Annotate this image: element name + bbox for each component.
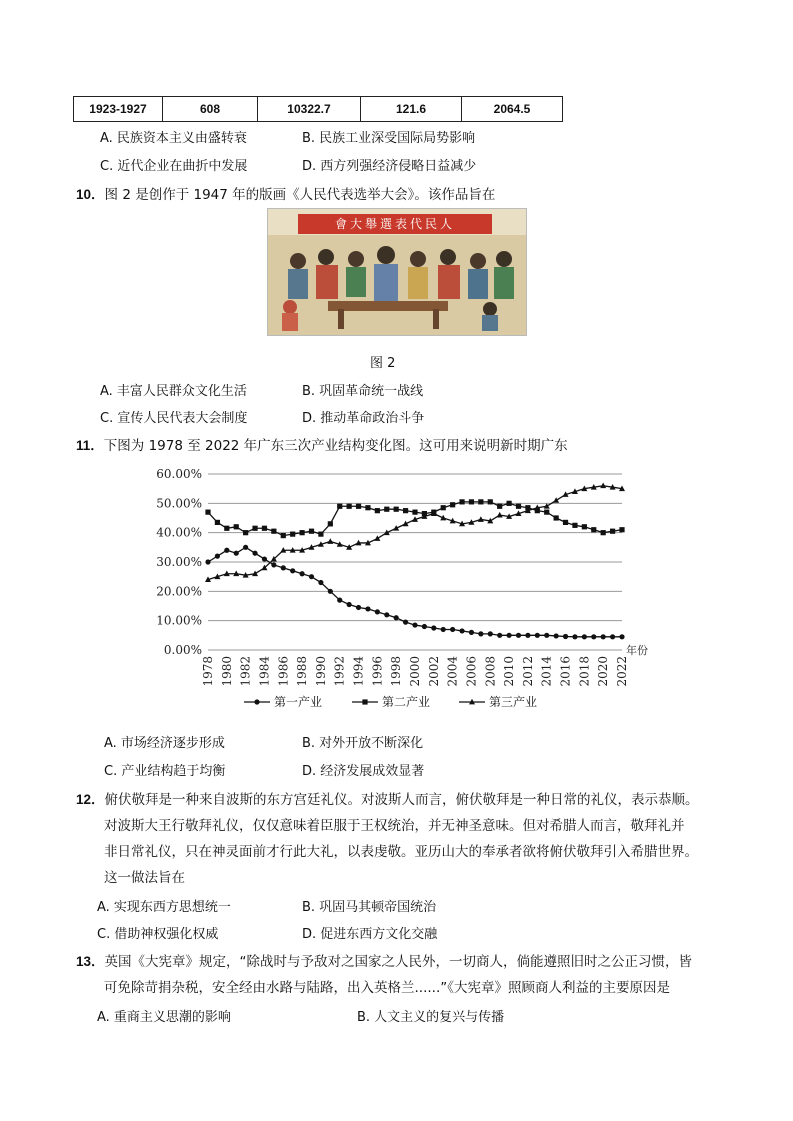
data-point xyxy=(450,502,455,507)
y-tick-label: 60.00% xyxy=(156,467,202,481)
data-point xyxy=(412,510,417,515)
question-12 xyxy=(76,788,699,808)
x-tick-label: 2008 xyxy=(483,656,498,687)
option-d: D. 西方列强经济侵略日益减少 xyxy=(302,159,477,174)
data-point xyxy=(205,510,210,515)
x-tick-label: 2006 xyxy=(464,656,479,687)
x-tick-label: 2016 xyxy=(558,656,573,687)
question-number: 13． xyxy=(76,954,105,969)
x-tick-label: 1978 xyxy=(201,656,215,687)
x-tick-label: 1982 xyxy=(238,656,253,687)
y-tick-label: 30.00% xyxy=(156,555,202,569)
legend-label: 第三产业 xyxy=(489,695,538,709)
option-b: B. 人文主义的复兴与传播 xyxy=(357,1010,505,1025)
data-point xyxy=(299,530,304,535)
data-point xyxy=(601,530,606,535)
y-tick-label: 10.00% xyxy=(156,613,202,628)
data-point xyxy=(337,598,342,603)
data-point xyxy=(553,497,559,503)
data-point xyxy=(582,634,587,639)
data-point xyxy=(431,625,436,630)
data-point xyxy=(478,516,484,522)
question-11 xyxy=(76,434,568,454)
data-point xyxy=(441,505,446,510)
data-point xyxy=(327,538,333,544)
y-tick-label: 20.00% xyxy=(156,584,202,599)
y-tick-label: 40.00% xyxy=(156,525,202,540)
x-tick-label: 2022 xyxy=(615,656,629,687)
data-point xyxy=(384,612,389,617)
question-10 xyxy=(76,183,495,203)
y-axis-ticks xyxy=(156,467,202,657)
question-number: 10． xyxy=(76,187,105,202)
x-tick-label: 1990 xyxy=(313,656,328,687)
table-cell: 1923-1927 xyxy=(74,97,163,122)
question-stem: 图 2 是创作于 1947 年的版画《人民代表选举大会》。该作品旨在 xyxy=(104,187,496,203)
x-tick-label: 2012 xyxy=(520,656,535,687)
option-c: C. 借助神权强化权威 xyxy=(97,927,219,942)
legend-marker xyxy=(362,699,367,704)
x-tick-label: 2018 xyxy=(577,656,592,687)
table-cell: 608 xyxy=(163,97,258,122)
industry-structure-line-chart xyxy=(140,462,660,720)
legend-label: 第一产业 xyxy=(274,695,323,709)
woodcut-print-image xyxy=(267,208,527,336)
data-point xyxy=(243,545,248,550)
data-point xyxy=(328,589,333,594)
data-point xyxy=(309,529,314,534)
x-tick-label: 1994 xyxy=(351,656,366,687)
data-point xyxy=(290,532,295,537)
option-a: A. 民族资本主义由盛转衰 xyxy=(100,131,247,146)
data-point xyxy=(234,524,239,529)
question-line: 对波斯大王行敬拜礼仪，仅仅意味着臣服于王权统治，并无神圣意味。但对希腊人而言，敬拜礼并 xyxy=(104,818,685,834)
legend-item xyxy=(244,694,322,709)
data-point xyxy=(544,633,549,638)
data-point xyxy=(563,634,568,639)
data-point xyxy=(563,520,568,525)
question-line: 可免除苛捐杂税，安全经由水路与陆路，出入英格兰......”《大宪章》照顾商人利益的主要原因是 xyxy=(104,980,670,996)
table-cell: 2064.5 xyxy=(462,97,563,122)
y-tick-label: 0.00% xyxy=(163,643,202,657)
data-point xyxy=(497,504,502,509)
data-point xyxy=(497,512,503,518)
data-point xyxy=(281,565,286,570)
series-circle xyxy=(205,545,624,640)
data-point xyxy=(403,508,408,513)
data-point xyxy=(516,504,521,509)
data-point xyxy=(347,602,352,607)
data-point xyxy=(525,633,530,638)
legend-item xyxy=(459,694,537,709)
x-tick-label: 1980 xyxy=(219,656,234,687)
data-point xyxy=(412,622,417,627)
data-point xyxy=(318,580,323,585)
data-point xyxy=(384,507,389,512)
data-point xyxy=(554,633,559,638)
data-point xyxy=(215,554,220,559)
option-a: A. 重商主义思潮的影响 xyxy=(97,1010,231,1025)
data-point xyxy=(252,551,257,556)
question-stem: 下图为 1978 至 2022 年广东三次产业结构变化图。这可用来说明新时期广东 xyxy=(103,438,568,454)
x-axis-ticks xyxy=(201,656,629,687)
data-point xyxy=(224,548,229,553)
data-point xyxy=(506,501,511,506)
data-point xyxy=(262,526,267,531)
data-point xyxy=(375,609,380,614)
x-tick-label: 1996 xyxy=(370,656,385,687)
data-series xyxy=(205,483,625,640)
x-tick-label: 2004 xyxy=(445,656,460,687)
data-point xyxy=(403,620,408,625)
x-tick-label: 2010 xyxy=(502,656,517,687)
data-point xyxy=(271,562,276,567)
data-point xyxy=(554,515,559,520)
x-tick-label: 1992 xyxy=(332,656,347,687)
option-a: A. 丰富人民群众文化生活 xyxy=(100,384,247,399)
question-line: 这一做法旨在 xyxy=(104,870,185,886)
data-point xyxy=(582,524,587,529)
data-point xyxy=(347,504,352,509)
data-point xyxy=(572,634,577,639)
data-point xyxy=(601,634,606,639)
figure-caption: 图 2 xyxy=(370,356,396,371)
data-point xyxy=(271,529,276,534)
data-point xyxy=(591,527,596,532)
legend-label: 第二产业 xyxy=(382,695,431,709)
legend-item xyxy=(352,694,430,709)
legend xyxy=(244,694,537,709)
data-point xyxy=(337,504,342,509)
data-point xyxy=(478,499,483,504)
data-point xyxy=(375,508,380,513)
data-point xyxy=(290,568,295,573)
data-point xyxy=(441,627,446,632)
data-point xyxy=(394,615,399,620)
option-d: D. 推动革命政治斗争 xyxy=(302,411,425,426)
option-a: A. 市场经济逐步形成 xyxy=(104,736,225,751)
x-tick-label: 1998 xyxy=(389,656,404,687)
option-b: B. 巩固革命统一战线 xyxy=(302,384,424,399)
data-point xyxy=(544,503,550,509)
data-point xyxy=(591,634,596,639)
data-point xyxy=(450,627,455,632)
x-tick-label: 1984 xyxy=(257,656,272,687)
data-point xyxy=(328,521,333,526)
data-point xyxy=(281,533,286,538)
data-point xyxy=(356,504,361,509)
option-d: D. 经济发展成效显著 xyxy=(302,764,425,779)
data-point xyxy=(394,507,399,512)
data-point xyxy=(318,532,323,537)
data-point xyxy=(299,571,304,576)
table-cell: 121.6 xyxy=(361,97,462,122)
option-b: B. 巩固马其顿帝国统治 xyxy=(302,900,437,915)
question-number: 12． xyxy=(76,792,105,807)
data-point xyxy=(422,624,427,629)
data-point xyxy=(205,559,210,564)
data-point xyxy=(459,628,464,633)
option-c: C. 宣传人民代表大会制度 xyxy=(100,411,248,426)
data-point xyxy=(374,535,380,541)
data-point xyxy=(224,526,229,531)
option-c: C. 产业结构趋于均衡 xyxy=(104,764,226,779)
data-point xyxy=(572,523,577,528)
x-tick-label: 2002 xyxy=(426,656,441,687)
data-point xyxy=(365,606,370,611)
data-point xyxy=(469,630,474,635)
data-point xyxy=(600,483,606,489)
x-tick-label: 2000 xyxy=(408,656,422,687)
data-point xyxy=(516,633,521,638)
data-point xyxy=(610,634,615,639)
x-tick-label: 1988 xyxy=(295,656,310,687)
option-a: A. 实现东西方思想统一 xyxy=(97,900,231,915)
data-point xyxy=(469,499,474,504)
x-tick-label: 2014 xyxy=(539,656,554,687)
option-b: B. 对外开放不断深化 xyxy=(302,736,424,751)
y-tick-label: 50.00% xyxy=(156,496,202,511)
data-point xyxy=(215,520,220,525)
data-point xyxy=(478,631,483,636)
question-line: 英国《大宪章》规定，“除战时与予敌对之国家之人民外，一切商人，倘能遵照旧时之公正习惯，皆 xyxy=(104,954,693,970)
data-point xyxy=(535,633,540,638)
data-table xyxy=(73,96,563,122)
legend-marker xyxy=(254,699,259,704)
option-c: C. 近代企业在曲折中发展 xyxy=(100,159,248,174)
data-point xyxy=(459,499,464,504)
question-number: 11． xyxy=(76,438,104,453)
data-point xyxy=(234,551,239,556)
table-row xyxy=(74,97,563,122)
option-b: B. 民族工业深受国际局势影响 xyxy=(302,131,476,146)
data-point xyxy=(544,510,549,515)
x-tick-label: 1986 xyxy=(276,656,291,687)
question-line: 俯伏敬拜是一种来自波斯的东方宫廷礼仪。对波斯人而言，俯伏敬拜是一种日常的礼仪，表示恭顺。 xyxy=(104,792,699,808)
x-tick-label: 2020 xyxy=(596,656,611,687)
data-point xyxy=(488,499,493,504)
data-point xyxy=(309,574,314,579)
data-point xyxy=(506,633,511,638)
data-point xyxy=(619,634,624,639)
data-point xyxy=(610,529,615,534)
data-point xyxy=(619,527,624,532)
data-point xyxy=(488,631,493,636)
poster-banner: 會大舉選表代民人 xyxy=(298,214,492,234)
data-point xyxy=(497,633,502,638)
x-axis-label: 年份 xyxy=(626,644,648,657)
data-point xyxy=(252,571,258,577)
data-point xyxy=(252,526,257,531)
question-13 xyxy=(76,950,692,970)
data-point xyxy=(243,530,248,535)
question-line: 非日常礼仪，只在神灵面前才行此大礼，以表虔敬。亚历山大的奉承者欲将俯伏敬拜引入希腊世界。 xyxy=(104,844,698,860)
data-point xyxy=(262,556,267,561)
data-point xyxy=(365,505,370,510)
table-cell: 10322.7 xyxy=(258,97,361,122)
option-d: D. 促进东西方文化交融 xyxy=(302,927,438,942)
data-point xyxy=(356,605,361,610)
